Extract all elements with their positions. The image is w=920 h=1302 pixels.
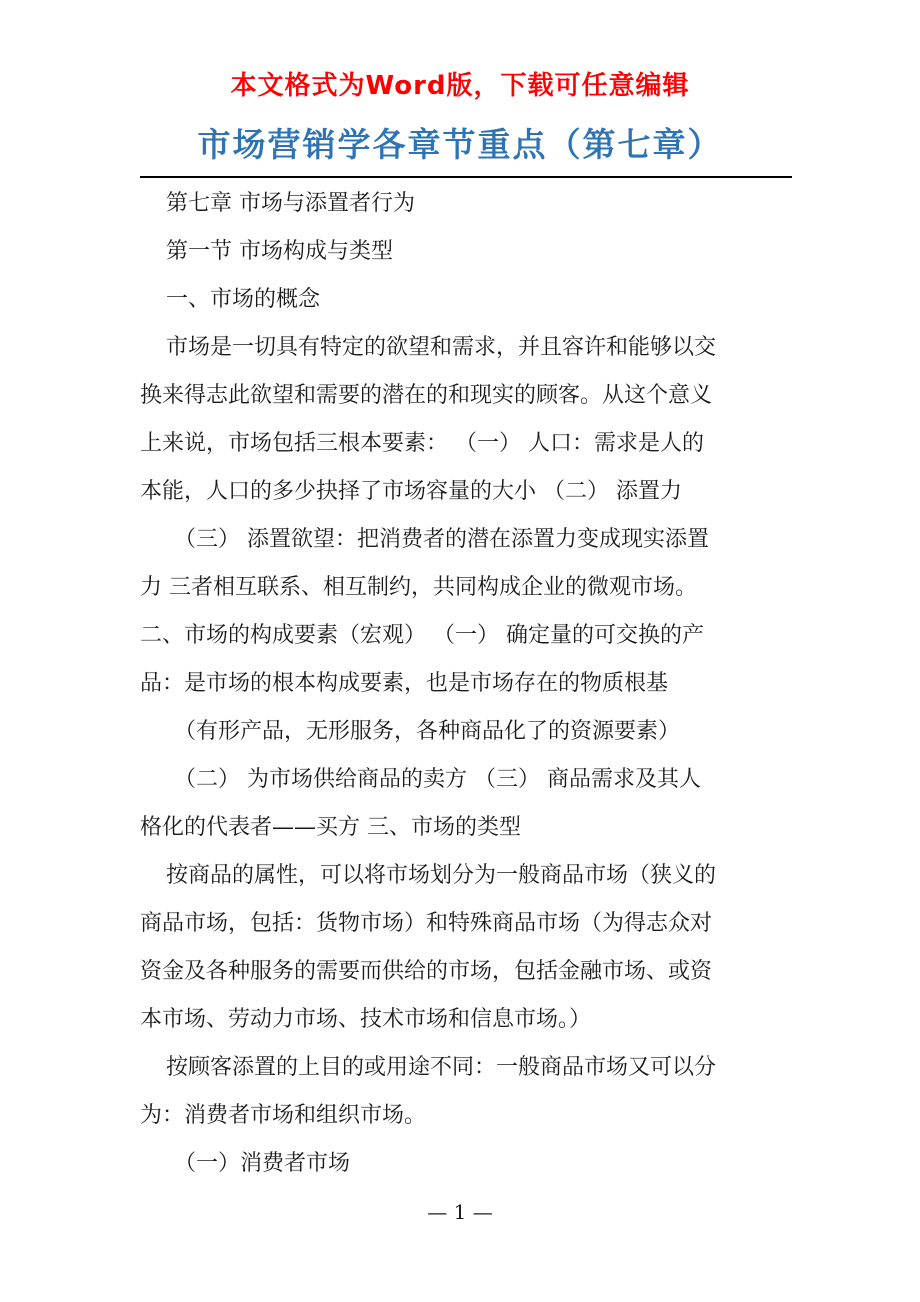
page-number: — 1 — [427, 1200, 493, 1224]
paragraph-line: （一）消费者市场 [174, 1151, 351, 1176]
title-divider [140, 176, 792, 178]
subsection-heading: 一、市场的概念 [166, 287, 321, 312]
paragraph-line: （三） 添置欲望：把消费者的潜在添置力变成现实添置 [174, 527, 709, 552]
paragraph-line: 上来说，市场包括三根本要素： （一） 人口：需求是人的 [140, 431, 704, 456]
paragraph-line: 按顾客添置的上目的或用途不同：一般商品市场又可以分 [166, 1055, 717, 1080]
paragraph-line: 二、市场的构成要素（宏观） （一） 确定量的可交换的产 [140, 623, 704, 648]
paragraph-line: 资金及各种服务的需要而供给的市场，包括金融市场、或资 [140, 959, 713, 984]
paragraph-line: 本市场、劳动力市场、技术市场和信息市场。） [140, 1007, 592, 1032]
paragraph-line: 格化的代表者——买方 三、市场的类型 [140, 815, 521, 840]
document-body [140, 180, 785, 1188]
section-heading: 第一节 市场构成与类型 [166, 239, 393, 264]
chapter-heading: 第七章 市场与添置者行为 [166, 191, 415, 216]
download-notice: 本文格式为Word版，下载可任意编辑 [230, 71, 690, 101]
document-title: 市场营销学各章节重点（第七章） [197, 125, 723, 164]
paragraph-line: （二） 为市场供给商品的卖方 （三） 商品需求及其人 [174, 767, 701, 792]
paragraph-line: 商品市场，包括：货物市场）和特殊商品市场（为得志众对 [140, 911, 713, 936]
paragraph-line: 换来得志此欲望和需要的潜在的和现实的顾客。从这个意义 [140, 383, 713, 408]
paragraph-line: 品：是市场的根本构成要素，也是市场存在的物质根基 [140, 671, 669, 696]
paragraph-line: 本能，人口的多少抉择了市场容量的大小 （二） 添置力 [140, 479, 682, 504]
paragraph-line: 为：消费者市场和组织市场。 [140, 1103, 427, 1128]
paragraph-line: 力 三者相互联系、相互制约，共同构成企业的微观市场。 [140, 575, 697, 600]
paragraph-line: 按商品的属性，可以将市场划分为一般商品市场（狭义的 [166, 863, 717, 888]
paragraph-line: 市场是一切具有特定的欲望和需求，并且容许和能够以交 [166, 335, 717, 360]
paragraph-line: （有形产品，无形服务，各种商品化了的资源要素） [174, 719, 681, 744]
